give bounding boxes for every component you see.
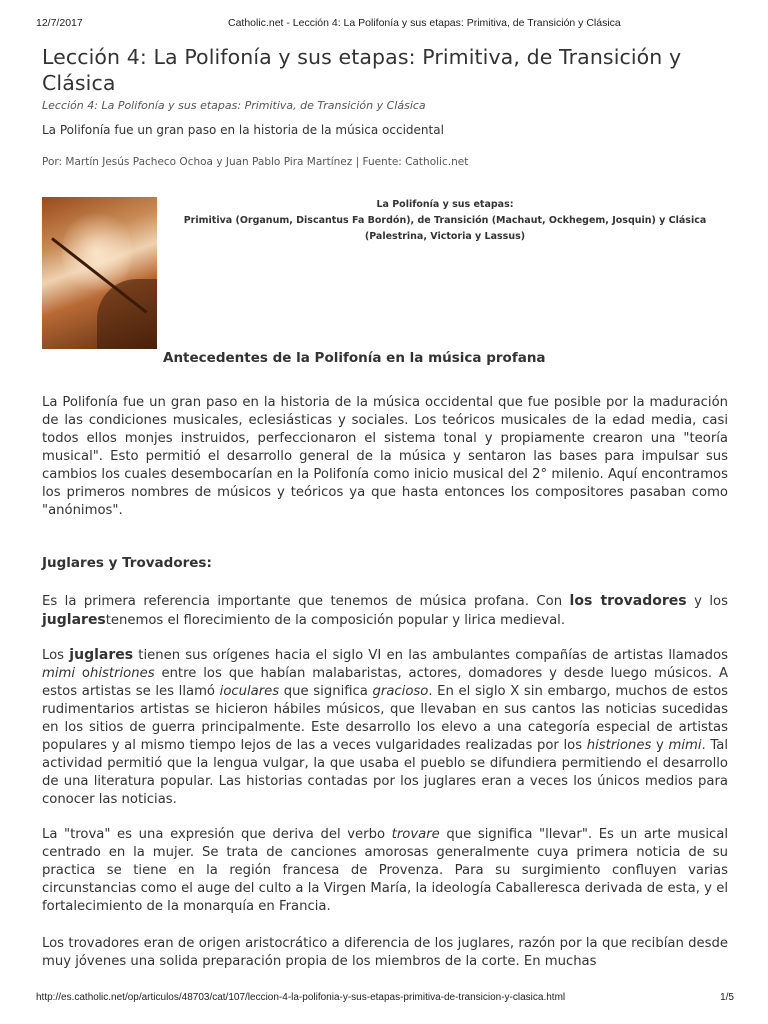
paragraph-5: Los trovadores eran de origen aristocrático a diferencia de los juglares, razón por la que recibían desde muy jóvenes una solida preparación propia de los miembros de la corte. En muchas — [42, 936, 728, 969]
paragraph-1: La Polifonía fue un gran paso en la historia de la música occidental que fue posible por la maduración de las condiciones musicales, eclesiásticas y sociales. Los teóricos musicales de la edad media, casi todos ellos monjes instruidos, perfeccionaron el sistema tonal y propiamente crearon una "teoría musical". Esto permitió el desarrollo general de la música y sentaron las bases para impulsar sus cambios los cuales desembocarían en la Polifonía como inicio musical del 2° milenio. Aquí encontramos los primeros nombres de músicos y teóricos ya que hasta entonces los compositores pasaban como "anónimos". — [42, 395, 728, 518]
print-page-title: Catholic.net - Lección 4: La Polifonía y sus etapas: Primitiva, de Transición y Clásica — [228, 17, 621, 29]
caption-line-3: (Palestrina, Victoria y Lassus) — [364, 231, 526, 242]
article-byline: Por: Martín Jesús Pacheco Ochoa y Juan Pablo Pira Martínez | Fuente: Catholic.net — [42, 156, 469, 168]
caption-line-2: Primitiva (Organum, Discantus Fa Bordón), de Transición (Machaut, Ockhegem, Josquin) y Clásica — [183, 215, 707, 226]
violinist-photo — [42, 197, 157, 349]
print-url[interactable]: http://es.catholic.net/op/articulos/48703/cat/107/leccion-4-la-polifonia-y-sus-etapas-primitiva-de-transicion-y-clasica.html — [36, 992, 566, 1003]
section-heading-antecedentes: Antecedentes de la Polifonía en la música profana — [163, 350, 546, 366]
paragraph-4: La "trova" es una expresión que deriva del verbo trovare que significa "llevar". Es un arte musical centrado en la mujer. Se trata de canciones amorosas generalmente cuya primera noticia de su practica se tiene en la región francesa de Provenza. Para su surgimiento confluyen varias circunstancias como el auge del culto a la Virgen María, la ideología Caballeresca derivada de esta, y el fortalecimiento de la monarquía en Francia. — [42, 827, 728, 914]
article-subtitle: Lección 4: La Polifonía y sus etapas: Primitiva, de Transición y Clásica — [42, 99, 426, 112]
print-footer — [0, 992, 768, 1006]
page-number: 1/5 — [720, 992, 734, 1003]
paragraph-3: Los juglares tienen sus orígenes hacia el siglo VI en las ambulantes compañías de artistas llamados mimi ohistriones entre los que habían malabaristas, actores, domadores y desde luego músicos. A estos artistas se les llamó ioculares que significa gracioso. En el siglo X sin embargo, muchos de estos rudimentarios artistas se hicieron hábiles músicos, que llevaban en sus cantos las noticias sucedidas en los sitios de guerra principalmente. Este desarrollo los elevo a una categoría especial de artistas populares y al mismo tiempo lejos de las a veces vulgaridades realizadas por los histriones y mimi. Tal actividad permitió que la lengua vulgar, la que usaba el pueblo se difundiera permitiendo el desarrollo de una literatura popular. Las historias contadas por los juglares eran a veces los únicos medios para conocer las noticias. — [42, 647, 729, 807]
section-heading-juglares: Juglares y Trovadores: — [42, 555, 212, 571]
caption-line-1: La Polifonía y sus etapas: — [376, 199, 514, 210]
figure-block — [42, 197, 728, 349]
print-header — [0, 17, 768, 31]
article-summary: La Polifonía fue un gran paso en la historia de la música occidental — [42, 123, 444, 137]
figure-caption — [162, 197, 728, 245]
article-title: Lección 4: La Polifonía y sus etapas: Primitiva, de Transición y Clásica — [42, 45, 682, 95]
print-date: 12/7/2017 — [36, 17, 83, 29]
article — [42, 44, 729, 969]
paragraph-2: Es la primera referencia importante que tenemos de música profana. Con los trovadores y los juglarestenemos el florecimiento de la composición popular y lirica medieval. — [42, 593, 728, 628]
